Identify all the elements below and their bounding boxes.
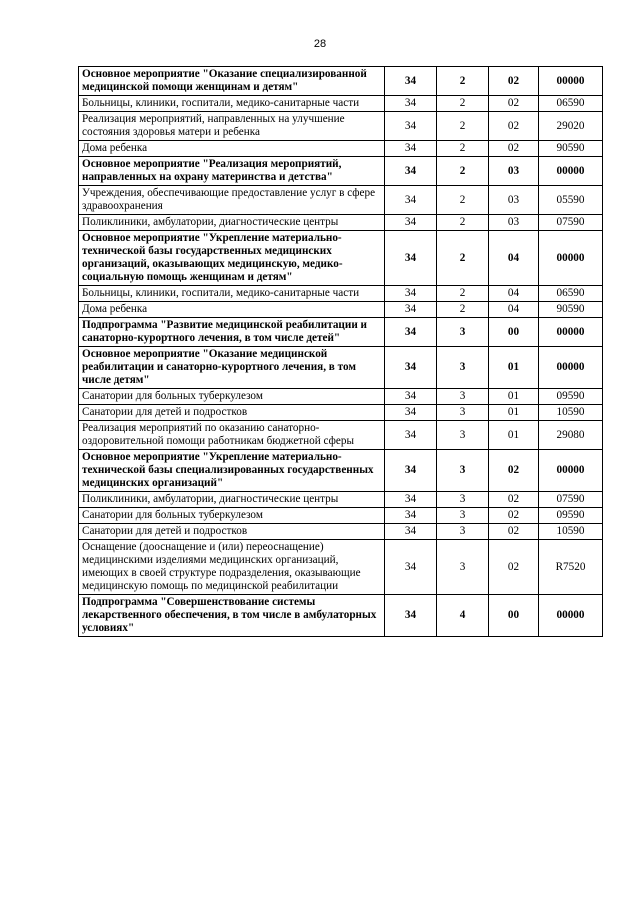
table-row bbox=[79, 405, 603, 421]
page-number: 28 bbox=[313, 38, 327, 50]
row-code-3-cell: 02 bbox=[489, 96, 539, 112]
row-code-3-cell: 02 bbox=[489, 524, 539, 540]
row-name-cell: Основное мероприятие "Укрепление материально-технической базы государственных медицинских организаций, оказывающих медицинскую, медико-социальную помощь женщинам и детям" bbox=[79, 231, 385, 286]
table-row bbox=[79, 524, 603, 540]
row-code-4-cell: 00000 bbox=[539, 231, 603, 286]
table-body bbox=[79, 67, 603, 637]
row-name-cell: Дома ребенка bbox=[79, 141, 385, 157]
row-code-1-cell: 34 bbox=[385, 524, 437, 540]
table-row bbox=[79, 508, 603, 524]
row-name-cell: Основное мероприятие "Оказание медицинской реабилитации и санаторно-курортного лечения, в том числе детям" bbox=[79, 347, 385, 389]
row-code-3-cell: 02 bbox=[489, 508, 539, 524]
row-code-3-cell: 03 bbox=[489, 215, 539, 231]
table-row bbox=[79, 215, 603, 231]
table-row bbox=[79, 389, 603, 405]
row-code-1-cell: 34 bbox=[385, 595, 437, 637]
row-code-3-cell: 03 bbox=[489, 157, 539, 186]
row-name-cell: Поликлиники, амбулатории, диагностические центры bbox=[79, 492, 385, 508]
table-row bbox=[79, 112, 603, 141]
row-code-1-cell: 34 bbox=[385, 186, 437, 215]
row-code-4-cell: 90590 bbox=[539, 141, 603, 157]
row-code-2-cell: 3 bbox=[437, 318, 489, 347]
row-name-cell: Санатории для больных туберкулезом bbox=[79, 389, 385, 405]
table-row bbox=[79, 302, 603, 318]
row-code-1-cell: 34 bbox=[385, 540, 437, 595]
row-code-3-cell: 01 bbox=[489, 421, 539, 450]
row-code-3-cell: 03 bbox=[489, 186, 539, 215]
row-code-4-cell: 09590 bbox=[539, 389, 603, 405]
row-code-4-cell: 29020 bbox=[539, 112, 603, 141]
row-code-1-cell: 34 bbox=[385, 215, 437, 231]
row-code-1-cell: 34 bbox=[385, 508, 437, 524]
row-name-cell: Больницы, клиники, госпитали, медико-санитарные части bbox=[79, 286, 385, 302]
row-code-2-cell: 2 bbox=[437, 215, 489, 231]
row-code-4-cell: 90590 bbox=[539, 302, 603, 318]
row-name-cell: Больницы, клиники, госпитали, медико-санитарные части bbox=[79, 96, 385, 112]
row-name-cell: Реализация мероприятий по оказанию санаторно-оздоровительной помощи работникам бюджетной сферы bbox=[79, 421, 385, 450]
row-code-4-cell: 29080 bbox=[539, 421, 603, 450]
row-code-2-cell: 4 bbox=[437, 595, 489, 637]
row-name-cell: Санатории для детей и подростков bbox=[79, 405, 385, 421]
row-code-3-cell: 04 bbox=[489, 286, 539, 302]
row-code-3-cell: 02 bbox=[489, 540, 539, 595]
table-row bbox=[79, 595, 603, 637]
row-name-cell: Учреждения, обеспечивающие предоставление услуг в сфере здравоохранения bbox=[79, 186, 385, 215]
row-code-1-cell: 34 bbox=[385, 67, 437, 96]
table-row bbox=[79, 450, 603, 492]
table-row bbox=[79, 492, 603, 508]
row-code-1-cell: 34 bbox=[385, 231, 437, 286]
row-code-1-cell: 34 bbox=[385, 286, 437, 302]
row-code-1-cell: 34 bbox=[385, 389, 437, 405]
table-row bbox=[79, 96, 603, 112]
row-code-4-cell: 09590 bbox=[539, 508, 603, 524]
row-code-1-cell: 34 bbox=[385, 405, 437, 421]
row-code-2-cell: 2 bbox=[437, 141, 489, 157]
table-row bbox=[79, 67, 603, 96]
row-name-cell: Дома ребенка bbox=[79, 302, 385, 318]
row-code-3-cell: 02 bbox=[489, 67, 539, 96]
row-code-2-cell: 3 bbox=[437, 405, 489, 421]
table-row bbox=[79, 347, 603, 389]
row-code-1-cell: 34 bbox=[385, 492, 437, 508]
row-code-3-cell: 00 bbox=[489, 318, 539, 347]
row-code-3-cell: 02 bbox=[489, 141, 539, 157]
row-code-4-cell: 10590 bbox=[539, 405, 603, 421]
budget-classification-table bbox=[78, 66, 603, 637]
row-code-2-cell: 2 bbox=[437, 186, 489, 215]
row-code-1-cell: 34 bbox=[385, 318, 437, 347]
row-code-4-cell: 06590 bbox=[539, 96, 603, 112]
row-code-1-cell: 34 bbox=[385, 96, 437, 112]
row-name-cell: Оснащение (дооснащение и (или) переоснащение) медицинскими изделиями медицинских организаций, имеющих в своей структуре подразделения, оказывающие медицинскую помощь по медицинской реабилитации bbox=[79, 540, 385, 595]
row-code-4-cell: 00000 bbox=[539, 318, 603, 347]
row-code-2-cell: 3 bbox=[437, 347, 489, 389]
row-name-cell: Санатории для детей и подростков bbox=[79, 524, 385, 540]
table-row bbox=[79, 186, 603, 215]
row-name-cell: Основное мероприятие "Укрепление материально-технической базы специализированных государственных медицинских организаций" bbox=[79, 450, 385, 492]
row-code-3-cell: 01 bbox=[489, 389, 539, 405]
table-row bbox=[79, 286, 603, 302]
row-name-cell: Поликлиники, амбулатории, диагностические центры bbox=[79, 215, 385, 231]
row-code-4-cell: 00000 bbox=[539, 450, 603, 492]
row-code-4-cell: 07590 bbox=[539, 492, 603, 508]
row-code-1-cell: 34 bbox=[385, 421, 437, 450]
row-name-cell: Основное мероприятие "Оказание специализированной медицинской помощи женщинам и детям" bbox=[79, 67, 385, 96]
row-name-cell: Основное мероприятие "Реализация мероприятий, направленных на охрану материнства и детства" bbox=[79, 157, 385, 186]
row-code-2-cell: 2 bbox=[437, 231, 489, 286]
row-code-4-cell: R7520 bbox=[539, 540, 603, 595]
row-name-cell: Подпрограмма "Развитие медицинской реабилитации и санаторно-курортного лечения, в том числе детей" bbox=[79, 318, 385, 347]
row-code-4-cell: 00000 bbox=[539, 347, 603, 389]
row-code-3-cell: 02 bbox=[489, 492, 539, 508]
row-code-2-cell: 3 bbox=[437, 508, 489, 524]
row-code-1-cell: 34 bbox=[385, 450, 437, 492]
row-code-3-cell: 04 bbox=[489, 231, 539, 286]
row-code-2-cell: 2 bbox=[437, 67, 489, 96]
row-code-4-cell: 05590 bbox=[539, 186, 603, 215]
row-code-2-cell: 3 bbox=[437, 540, 489, 595]
row-code-2-cell: 2 bbox=[437, 302, 489, 318]
row-code-1-cell: 34 bbox=[385, 141, 437, 157]
row-code-1-cell: 34 bbox=[385, 157, 437, 186]
row-code-3-cell: 02 bbox=[489, 112, 539, 141]
row-code-1-cell: 34 bbox=[385, 347, 437, 389]
row-code-2-cell: 3 bbox=[437, 389, 489, 405]
row-code-4-cell: 06590 bbox=[539, 286, 603, 302]
row-code-1-cell: 34 bbox=[385, 112, 437, 141]
row-code-2-cell: 2 bbox=[437, 286, 489, 302]
row-code-3-cell: 04 bbox=[489, 302, 539, 318]
row-code-4-cell: 00000 bbox=[539, 67, 603, 96]
row-code-1-cell: 34 bbox=[385, 302, 437, 318]
table-row bbox=[79, 318, 603, 347]
row-code-4-cell: 00000 bbox=[539, 157, 603, 186]
row-code-2-cell: 3 bbox=[437, 524, 489, 540]
table-row bbox=[79, 540, 603, 595]
table-row bbox=[79, 231, 603, 286]
row-code-3-cell: 01 bbox=[489, 405, 539, 421]
row-code-3-cell: 00 bbox=[489, 595, 539, 637]
row-name-cell: Подпрограмма "Совершенствование системы лекарственного обеспечения, в том числе в амбулаторных условиях" bbox=[79, 595, 385, 637]
row-code-2-cell: 3 bbox=[437, 450, 489, 492]
row-name-cell: Санатории для больных туберкулезом bbox=[79, 508, 385, 524]
row-code-2-cell: 3 bbox=[437, 492, 489, 508]
row-code-2-cell: 2 bbox=[437, 96, 489, 112]
row-name-cell: Реализация мероприятий, направленных на улучшение состояния здоровья матери и ребенка bbox=[79, 112, 385, 141]
row-code-3-cell: 01 bbox=[489, 347, 539, 389]
row-code-3-cell: 02 bbox=[489, 450, 539, 492]
table-row bbox=[79, 141, 603, 157]
row-code-2-cell: 2 bbox=[437, 157, 489, 186]
row-code-4-cell: 10590 bbox=[539, 524, 603, 540]
table-row bbox=[79, 421, 603, 450]
row-code-2-cell: 2 bbox=[437, 112, 489, 141]
row-code-2-cell: 3 bbox=[437, 421, 489, 450]
row-code-4-cell: 07590 bbox=[539, 215, 603, 231]
table-row bbox=[79, 157, 603, 186]
row-code-4-cell: 00000 bbox=[539, 595, 603, 637]
